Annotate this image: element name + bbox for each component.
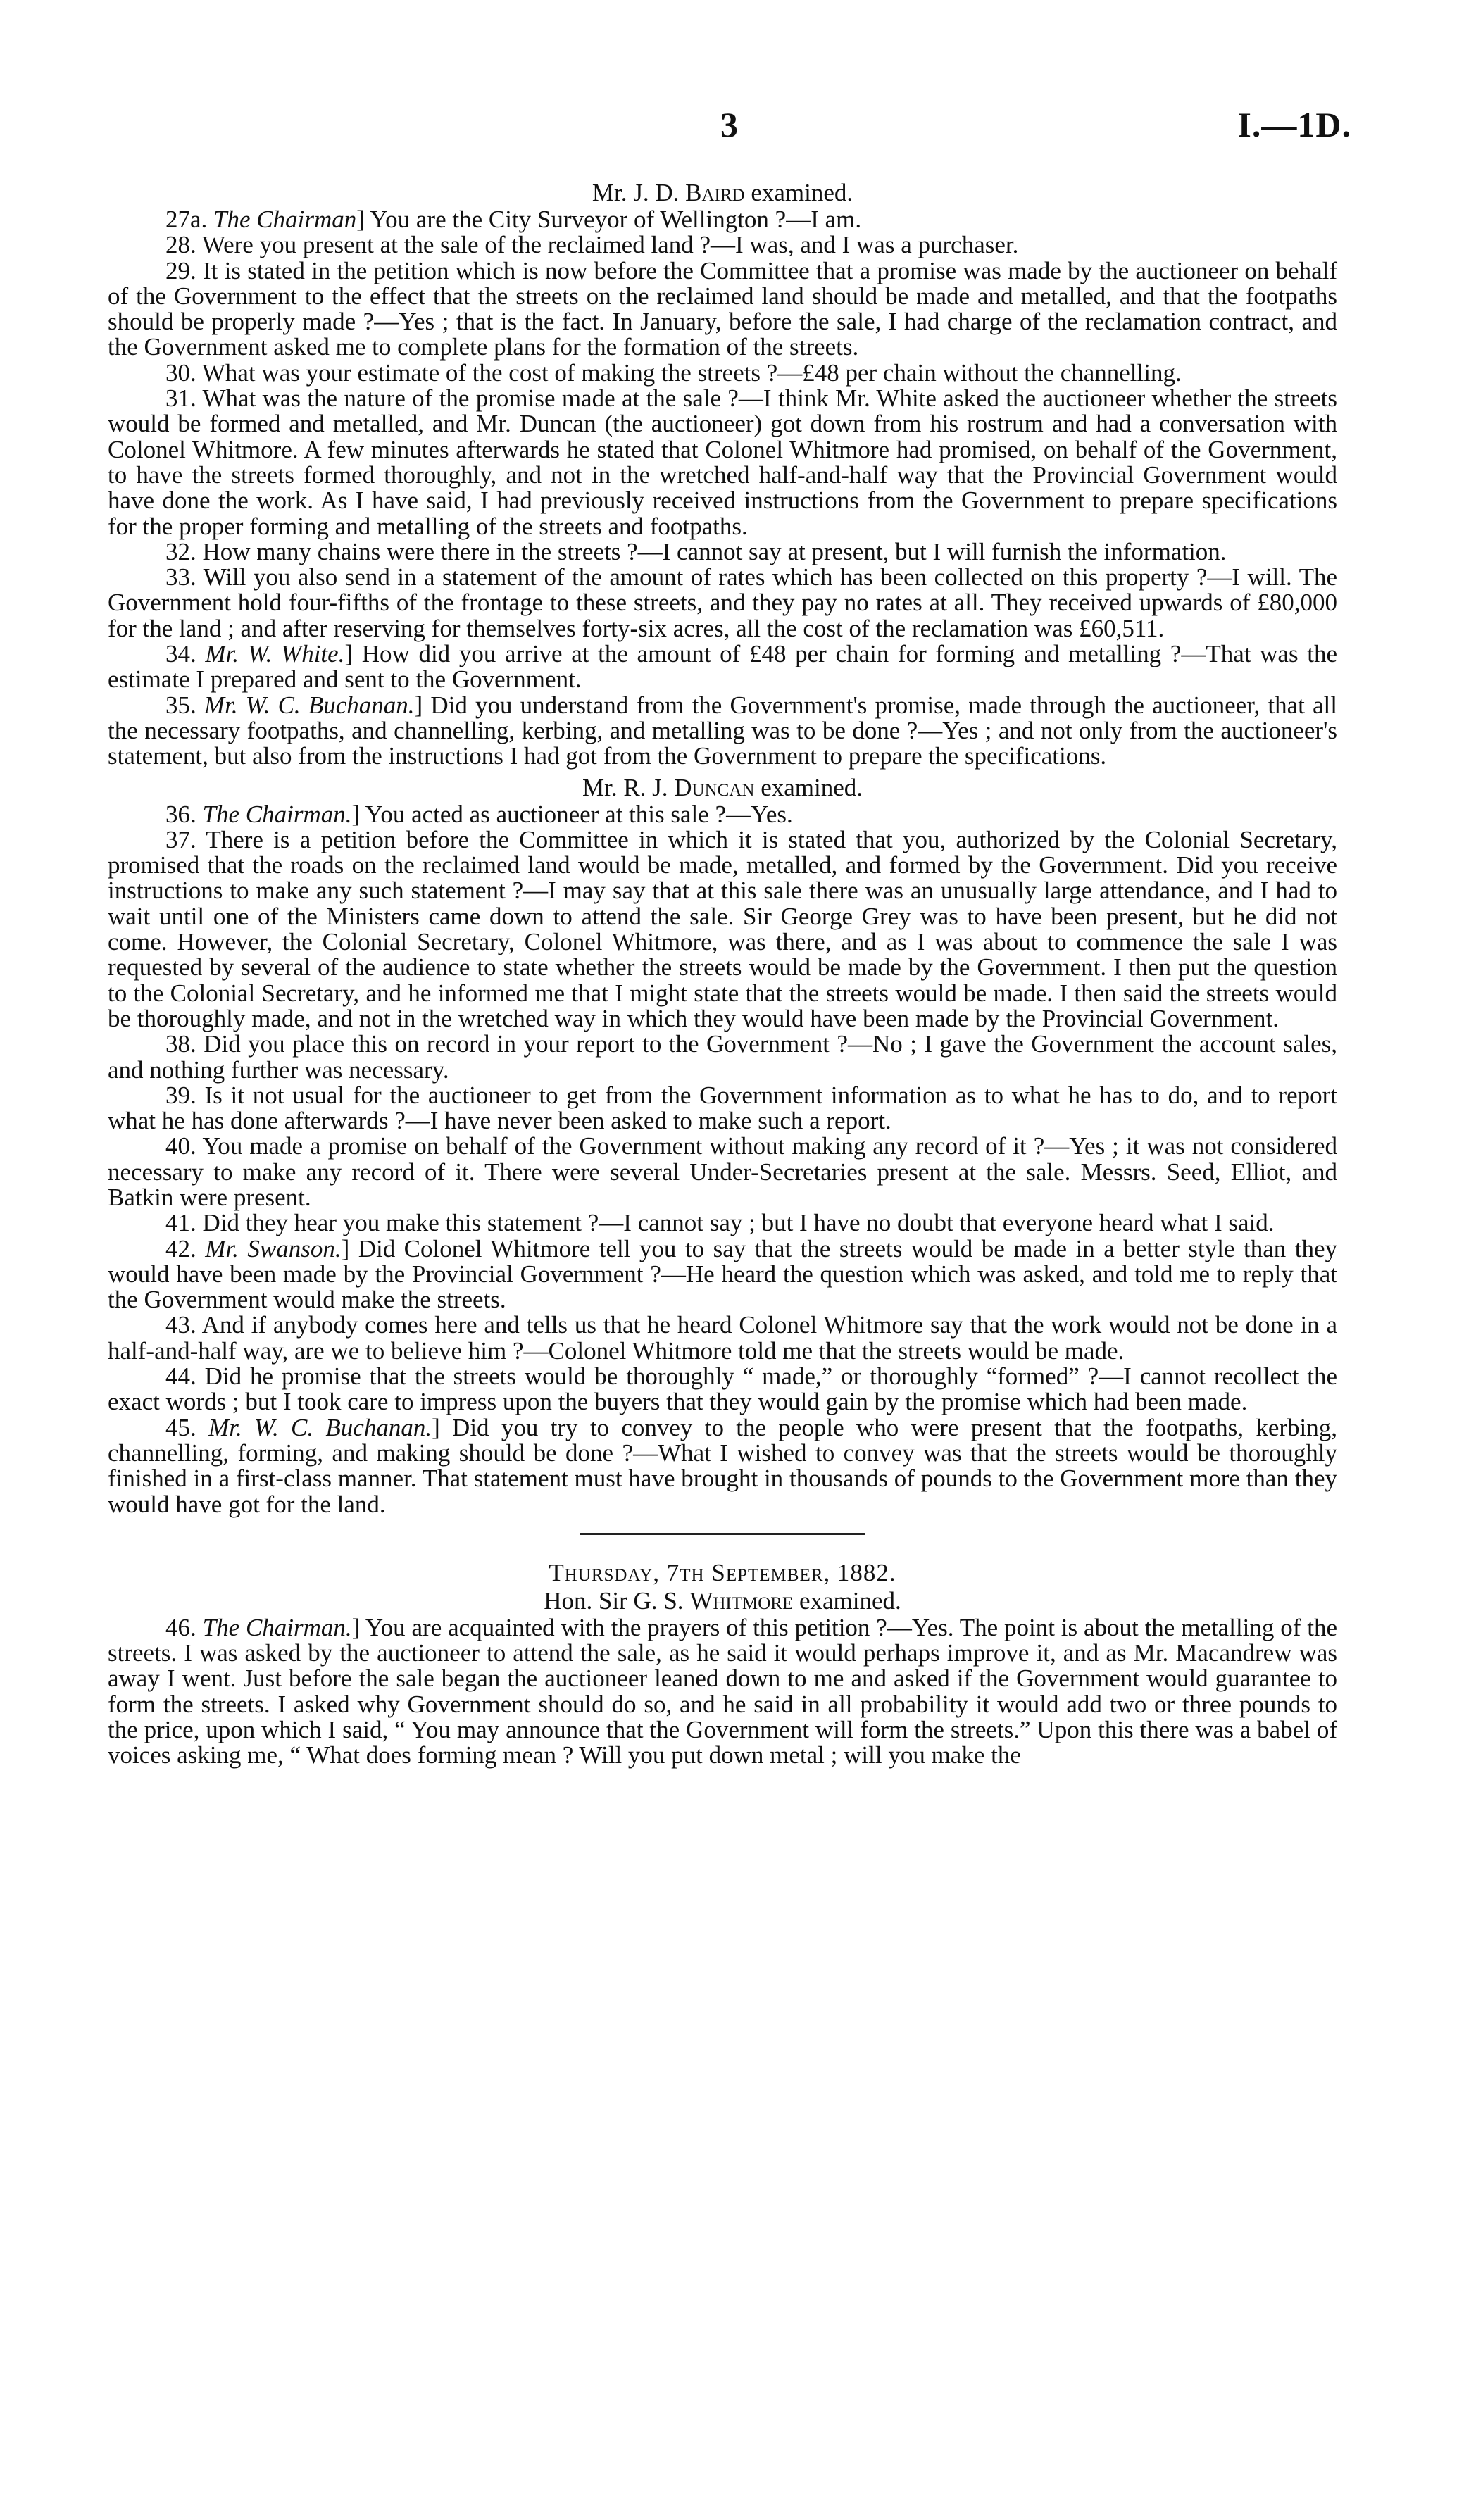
section-heading-whitmore: Hon. Sir G. S. Whitmore examined. xyxy=(544,1586,901,1615)
question-paragraph: 44. Did he promise that the streets would be thoroughly “ made,” or thoroughly “formed” ?—I cannot recollect the exact words ; but I took care to impress upon the buyers that they would gain by the promise which had been made. xyxy=(108,1362,1337,1416)
question-paragraph: 29. It is stated in the petition which is now before the Committee that a promise was made by the auctioneer on behalf of the Government to the effect that the streets on the reclaimed land should be made and metalled, and that the footpaths should be properly made ?—Yes ; that is the fact. In January, before the sale, I had charge of the reclamation contract, and the Government asked me to complete plans for the formation of the streets. xyxy=(108,256,1338,361)
question-paragraph: 34. Mr. W. White.] How did you arrive at the amount of £48 per chain for forming and metalling ?—That was the estimate I prepared and sent to the Government. xyxy=(108,640,1337,694)
section-whitmore xyxy=(108,1615,1337,1769)
section-duncan xyxy=(108,802,1337,1517)
question-paragraph: 30. What was your estimate of the cost of making the streets ?—£48 per chain without the channelling. xyxy=(165,358,1182,387)
question-paragraph: 46. The Chairman.] You are acquainted with the prayers of this petition ?—Yes. The point is about the metalling of the streets. I was asked by the auctioneer to attend the sale, as he said it would perhaps improve it, and as Mr. Macandrew was away I went. Just before the sale began the auctioneer leaned down to me and asked if the Government would guarantee to form the streets. I asked why Government should do so, and he said in all probability it would add two or three pounds to the price, upon which I said, “ You may announce that the Government will form the streets.” Upon this there was a babel of voices asking me, “ What does forming mean ? Will you put down metal ; will you make the xyxy=(108,1613,1338,1769)
question-paragraph: 37. There is a petition before the Committee in which it is stated that you, authorized by the Colonial Secretary, promised that the roads on the reclaimed land would be made, metalled, and formed by the Government. Did you receive instructions to make any such statement ?—I may say that at this sale there was an unusually large attendance, and I had to wait until one of the Ministers came down to attend the sale. Sir George Grey was to have been present, but he did not come. However, the Colonial Secretary, Colonel Whitmore, was there, and as I was about to commence the sale I was requested by several of the audience to state whether the streets would be made by the Government. I then put the question to the Colonial Secretary, and he informed me that I might state that the streets would be made. I then said the streets would be thoroughly made, and not in the wretched way in which they would have been made by the Provincial Government. xyxy=(108,825,1337,1032)
question-paragraph: 43. And if anybody comes here and tells us that he heard Colonel Whitmore say that the work would not be done in a half-and-half way, are we to believe him ?—Colonel Whitmore told me that the streets would be made. xyxy=(108,1311,1337,1365)
question-paragraph: 35. Mr. W. C. Buchanan.] Did you understand from the Government's promise, made through the auctioneer, that all the necessary footpaths, and channelling, kerbing, and metalling was to be done ?—Yes ; and not only from the auctioneer's statement, but also from the instructions I had got from the Government to prepare the specifications. xyxy=(108,691,1338,770)
page-number: 3 xyxy=(720,105,738,144)
document-code: I.—1D. xyxy=(1237,105,1351,144)
section-heading-duncan: Mr. R. J. Duncan examined. xyxy=(582,773,863,801)
question-paragraph: 28. Were you present at the sale of the reclaimed land ?—I was, and I was a purchaser. xyxy=(165,231,1019,259)
question-paragraph: 45. Mr. W. C. Buchanan.] Did you try to convey to the people who were present that the footpaths, kerbing, channelling, forming, and making should be done ?—What I wished to convey was that the streets would be thoroughly finished in a first-class manner. That statement must have brought in thousands of pounds to the Government more than they would have got for the land. xyxy=(108,1413,1337,1518)
section-baird xyxy=(108,207,1337,770)
session-date: Thursday, 7th September, 1882. xyxy=(549,1558,896,1586)
question-paragraph: 33. Will you also send in a statement of the amount of rates which has been collected on this property ?—I will. The Government hold four-fifths of the frontage to these streets, and they pay no rates at all. They received upwards of £80,000 for the land ; and after reserving for themselves forty-six acres, all the cost of the reclamation was £60,511. xyxy=(108,563,1337,642)
question-paragraph: 38. Did you place this on record in your report to the Government ?—No ; I gave the Government the account sales, and nothing further was necessary. xyxy=(108,1030,1338,1084)
section-heading-baird: Mr. J. D. Baird examined. xyxy=(592,179,853,206)
page-content xyxy=(108,179,1337,1769)
question-paragraph: 27a. The Chairman] You are the City Surveyor of Wellington ?—I am. xyxy=(165,206,862,233)
question-paragraph: 42. Mr. Swanson.] Did Colonel Whitmore tell you to say that the streets would be made in a better style than they would have been made by the Provincial Government ?—He heard the question which was asked, and told me to reply that the Government would make the streets. xyxy=(108,1234,1337,1314)
question-paragraph: 40. You made a promise on behalf of the Government without making any record of it ?—Yes ; it was not considered necessary to make any record of it. There were several Under-Secretaries present at the sale. Messrs. Seed, Elliot, and Batkin were present. xyxy=(108,1132,1338,1211)
question-paragraph: 32. How many chains were there in the streets ?—I cannot say at present, but I will furnish the information. xyxy=(165,537,1227,565)
question-paragraph: 31. What was the nature of the promise made at the sale ?—I think Mr. White asked the auctioneer whether the streets would be formed and metalled, and Mr. Duncan (the auctioneer) got down from his rostrum and had a conversation with Colonel Whitmore. A few minutes afterwards he stated that Colonel Whitmore had promised, on behalf of the Government, to have the streets formed thoroughly, and not in the wretched half-and-half way that the Provincial Government would have done the work. As I have said, I had previously received instructions from the Government to prepare specifications for the proper forming and metalling of the streets and footpaths. xyxy=(108,384,1337,540)
question-paragraph: 41. Did they hear you make this statement ?—I cannot say ; but I have no doubt that everyone heard what I said. xyxy=(165,1209,1275,1237)
question-paragraph: 39. Is it not usual for the auctioneer to get from the Government information as to what he has to do, and to report what he has done afterwards ?—I have never been asked to make such a report. xyxy=(108,1081,1337,1135)
section-divider xyxy=(580,1533,865,1535)
question-paragraph: 36. The Chairman.] You acted as auctioneer at this sale ?—Yes. xyxy=(165,800,793,828)
